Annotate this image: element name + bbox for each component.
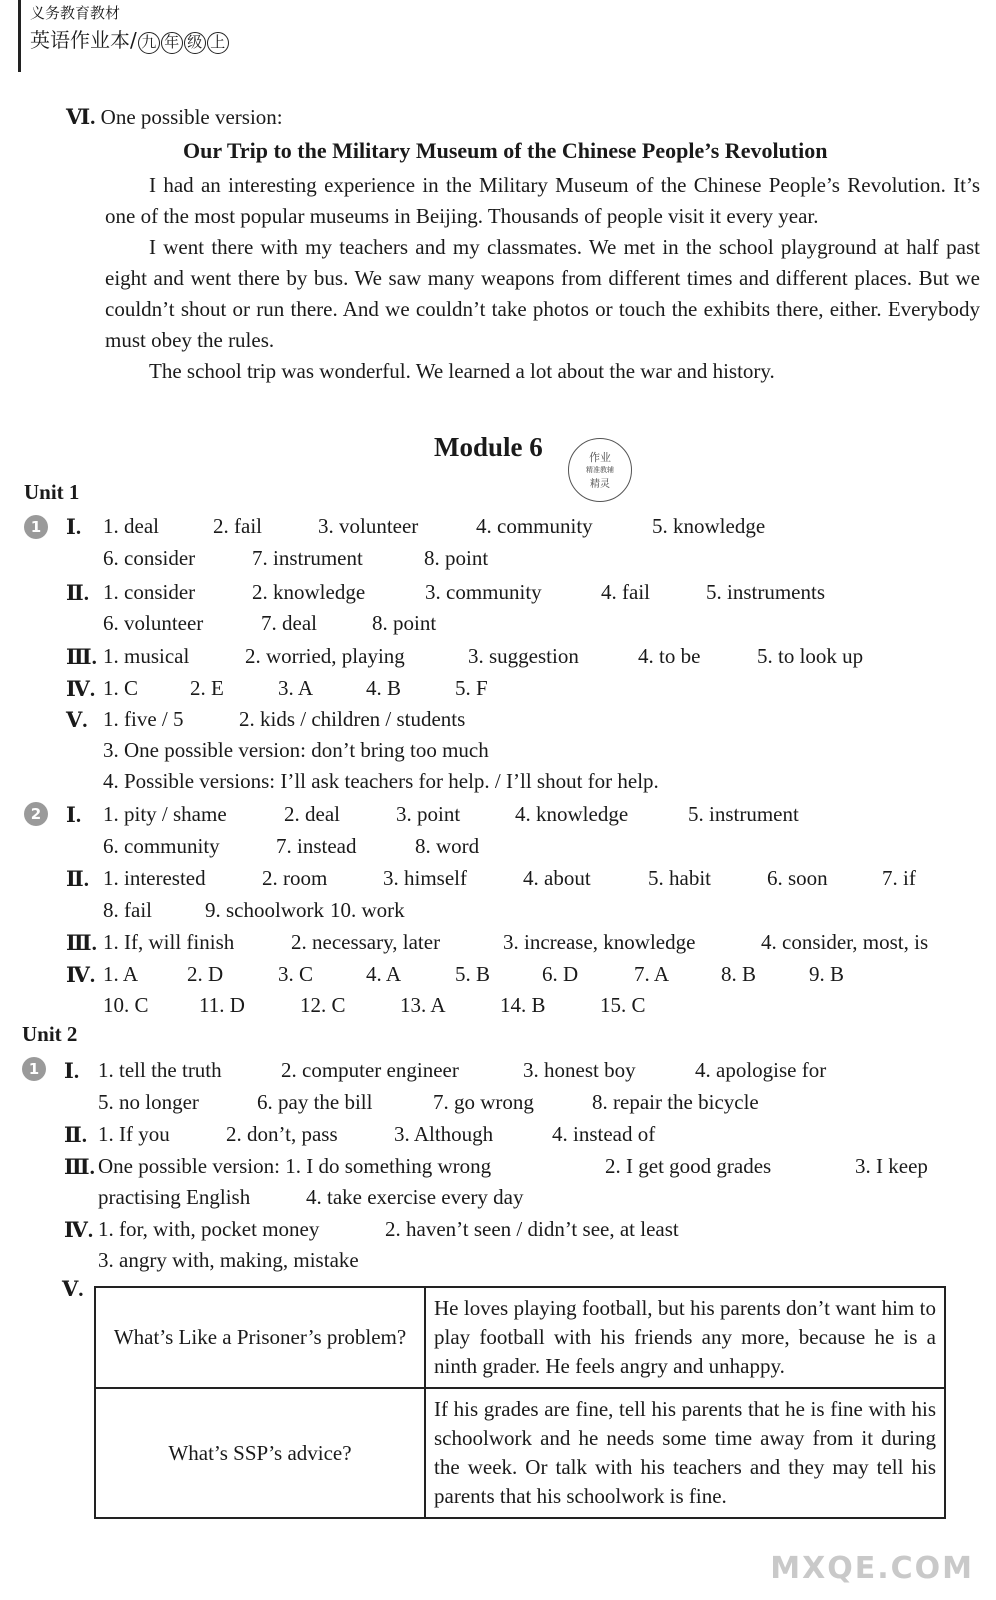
answer-item: 1. pity / shame (103, 802, 227, 826)
answer-item: 6. D (542, 962, 579, 986)
answer-item: 9. B (809, 962, 845, 986)
answer-item: 6. soon (767, 866, 828, 890)
answer-item: 8. word (415, 834, 480, 858)
answer-item: 7. instead (276, 834, 357, 858)
answer-item: 3. C (278, 962, 314, 986)
book-title (30, 24, 229, 54)
essay-paragraph: I went there with my teachers and my classmates. We met in the school playground at half past eight and went there by bus. We saw many weapons from different times and different places. But we couldn’t shout or run there. And we couldn’t take photos or touch the exhibits there, either. Everybody must obey the rules. (105, 235, 980, 352)
answer-item: 1. consider (103, 580, 196, 604)
answer-item: 5. instruments (706, 580, 825, 604)
answer-item: 3. point (396, 802, 461, 826)
answer-item: 6. pay the bill (257, 1090, 373, 1114)
answer-item: 3. I keep (855, 1154, 928, 1178)
answer-item: 4. B (366, 676, 402, 700)
module-title: Module 6 (434, 432, 543, 462)
answer-item: 1. C (103, 676, 139, 700)
unit-2-title: Unit 2 (22, 1022, 78, 1046)
answer-item: 7. A (634, 962, 670, 986)
answer-item: 1. If, will finish (103, 930, 235, 954)
table-answer: He loves playing football, but his parents don’t want him to play football with his friends any more, because he is a ninth grader. He feels angry and unhappy. (425, 1287, 945, 1388)
title-separator: / (130, 28, 137, 52)
answer-item: 3. Although (394, 1122, 494, 1146)
answer-item: 4. consider, most, is (761, 930, 929, 954)
answer-item: 5. instrument (688, 802, 799, 826)
watermark-logo: MXQE.COM (770, 1551, 974, 1586)
answer-item: 1. musical (103, 644, 190, 668)
answer-item: 2. D (187, 962, 224, 986)
section-intro: One possible version: (100, 105, 283, 129)
book-name: 英语作业本 (30, 28, 130, 52)
answer-item: 4. to be (638, 644, 701, 668)
answer-item: 3. community (425, 580, 542, 604)
table-question: What’s SSP’s advice? (95, 1388, 425, 1518)
question-label: Ⅱ. (66, 867, 89, 891)
answer-item: 6. community (103, 834, 220, 858)
answer-item: 1. If you (98, 1122, 170, 1146)
stamp-logo: 作业 精准教辅 精灵 (568, 438, 632, 502)
answer-item: 8. fail (103, 898, 152, 922)
answer-item: 10. C (103, 993, 149, 1017)
question-label: Ⅲ. (64, 1155, 95, 1179)
answer-item: 4. fail (601, 580, 650, 604)
answer-item: 1. deal (103, 514, 159, 538)
answer-item: 2. don’t, pass (226, 1122, 338, 1146)
answer-item: 2. haven’t seen / didn’t see, at least (385, 1217, 679, 1241)
answer-item: 7. go wrong (433, 1090, 534, 1114)
answer-item: 2. E (190, 676, 224, 700)
answer-item: 7. if (882, 866, 916, 890)
answer-item: 3. A (278, 676, 314, 700)
answer-item: 12. C (300, 993, 346, 1017)
answer-item: 1. for, with, pocket money (98, 1217, 320, 1241)
section-label: Ⅵ. (66, 105, 96, 129)
answer-item: 2. kids / children / students (239, 707, 466, 731)
answer-item: 2. deal (284, 802, 340, 826)
answer-item: 3. angry with, making, mistake (98, 1248, 359, 1272)
answer-item: 6. volunteer (103, 611, 204, 635)
essay-paragraph: The school trip was wonderful. We learned a lot about the war and history. (149, 359, 775, 383)
answer-item: 3. suggestion (468, 644, 579, 668)
answer-item: One possible version: 1. I do something wrong (98, 1154, 492, 1178)
question-label: Ⅱ. (66, 581, 89, 605)
answer-item: 3. himself (383, 866, 467, 890)
answer-item: 1. five / 5 (103, 707, 184, 731)
answer-item: 7. deal (261, 611, 317, 635)
question-label: Ⅰ. (66, 803, 82, 827)
answer-item: 8. point (372, 611, 437, 635)
question-label: Ⅱ. (64, 1123, 87, 1147)
answer-item: 14. B (500, 993, 546, 1017)
essay-title: Our Trip to the Military Museum of the Chinese People’s Revolution (183, 138, 828, 163)
lesson-badge: 2 (24, 802, 48, 826)
answer-item: 8. repair the bicycle (592, 1090, 759, 1114)
answer-item: 2. knowledge (252, 580, 366, 604)
answer-item: 4. about (523, 866, 591, 890)
unit-1-title: Unit 1 (24, 480, 80, 504)
answer-item: 4. apologise for (695, 1058, 827, 1082)
question-label: Ⅴ. (66, 708, 88, 732)
answer-item: 8. B (721, 962, 757, 986)
answer-item: 2. necessary, later (291, 930, 441, 954)
answer-item: 15. C (600, 993, 646, 1017)
answer-item: 5. F (455, 676, 488, 700)
grade-char: 上 (207, 32, 229, 54)
question-label: Ⅳ. (66, 677, 96, 701)
answer-item: 9. schoolwork (205, 898, 324, 922)
answer-item: 11. D (199, 993, 245, 1017)
question-label: Ⅳ. (64, 1218, 94, 1242)
answer-item: 3. increase, knowledge (503, 930, 696, 954)
table-row (95, 1287, 945, 1388)
answer-item: 3. One possible version: don’t bring too much (103, 738, 489, 762)
answer-item: 4. Possible versions: I’ll ask teachers for help. / I’ll shout for help. (103, 769, 659, 793)
essay-body (105, 170, 980, 387)
answer-item: 5. no longer (98, 1090, 199, 1114)
answer-item: 4. instead of (552, 1122, 656, 1146)
lesson-badge: 1 (22, 1057, 46, 1081)
answer-item: 4. community (476, 514, 593, 538)
answer-item: 3. volunteer (318, 514, 419, 538)
section-6-heading (66, 104, 283, 130)
question-label: Ⅳ. (66, 963, 96, 987)
answer-item: 5. knowledge (652, 514, 766, 538)
series-title: 义务教育教材 (30, 4, 121, 22)
answer-item: 3. honest boy (523, 1058, 636, 1082)
table-row (95, 1388, 945, 1518)
answer-item: 2. worried, playing (245, 644, 405, 668)
answer-item: 8. point (424, 546, 489, 570)
answer-item: 5. to look up (757, 644, 864, 668)
answer-item: 7. instrument (252, 546, 363, 570)
question-label: Ⅲ. (66, 931, 97, 955)
answer-item: 1. tell the truth (98, 1058, 222, 1082)
grade-char: 年 (161, 32, 183, 54)
grade-char: 九 (138, 32, 160, 54)
answer-item: 2. computer engineer (281, 1058, 459, 1082)
table-question: What’s Like a Prisoner’s problem? (95, 1287, 425, 1388)
advice-table (94, 1286, 946, 1519)
answer-item: 1. interested (103, 866, 206, 890)
answer-item: 6. consider (103, 546, 196, 570)
lesson-badge: 1 (24, 515, 48, 539)
answer-item: 10. work (330, 898, 405, 922)
answer-item: 2. I get good grades (605, 1154, 772, 1178)
answer-item: 2. fail (213, 514, 262, 538)
answer-item: 4. A (366, 962, 402, 986)
answer-item: 2. room (262, 866, 328, 890)
answer-item: 5. B (455, 962, 491, 986)
question-label: Ⅲ. (66, 645, 97, 669)
question-label: Ⅰ. (64, 1059, 80, 1083)
answer-item: 13. A (400, 993, 446, 1017)
header-bar (18, 0, 21, 72)
answer-item: 4. take exercise every day (306, 1185, 524, 1209)
essay-paragraph: I had an interesting experience in the Military Museum of the Chinese People’s Revolution. It’s one of the most popular museums in Beijing. Thousands of people visit it every year. (105, 173, 980, 228)
table-answer: If his grades are fine, tell his parents that he is fine with his schoolwork and he needs some time away from it during the week. Or talk with his teachers and they may tell his parents that his schoolwork is fine. (425, 1388, 945, 1518)
section-5-label: Ⅴ. (62, 1277, 84, 1301)
question-label: Ⅰ. (66, 515, 82, 539)
answer-item: 1. A (103, 962, 139, 986)
grade-char: 级 (184, 32, 206, 54)
answer-item: practising English (98, 1185, 251, 1209)
answer-item: 4. knowledge (515, 802, 629, 826)
answer-item: 5. habit (648, 866, 711, 890)
